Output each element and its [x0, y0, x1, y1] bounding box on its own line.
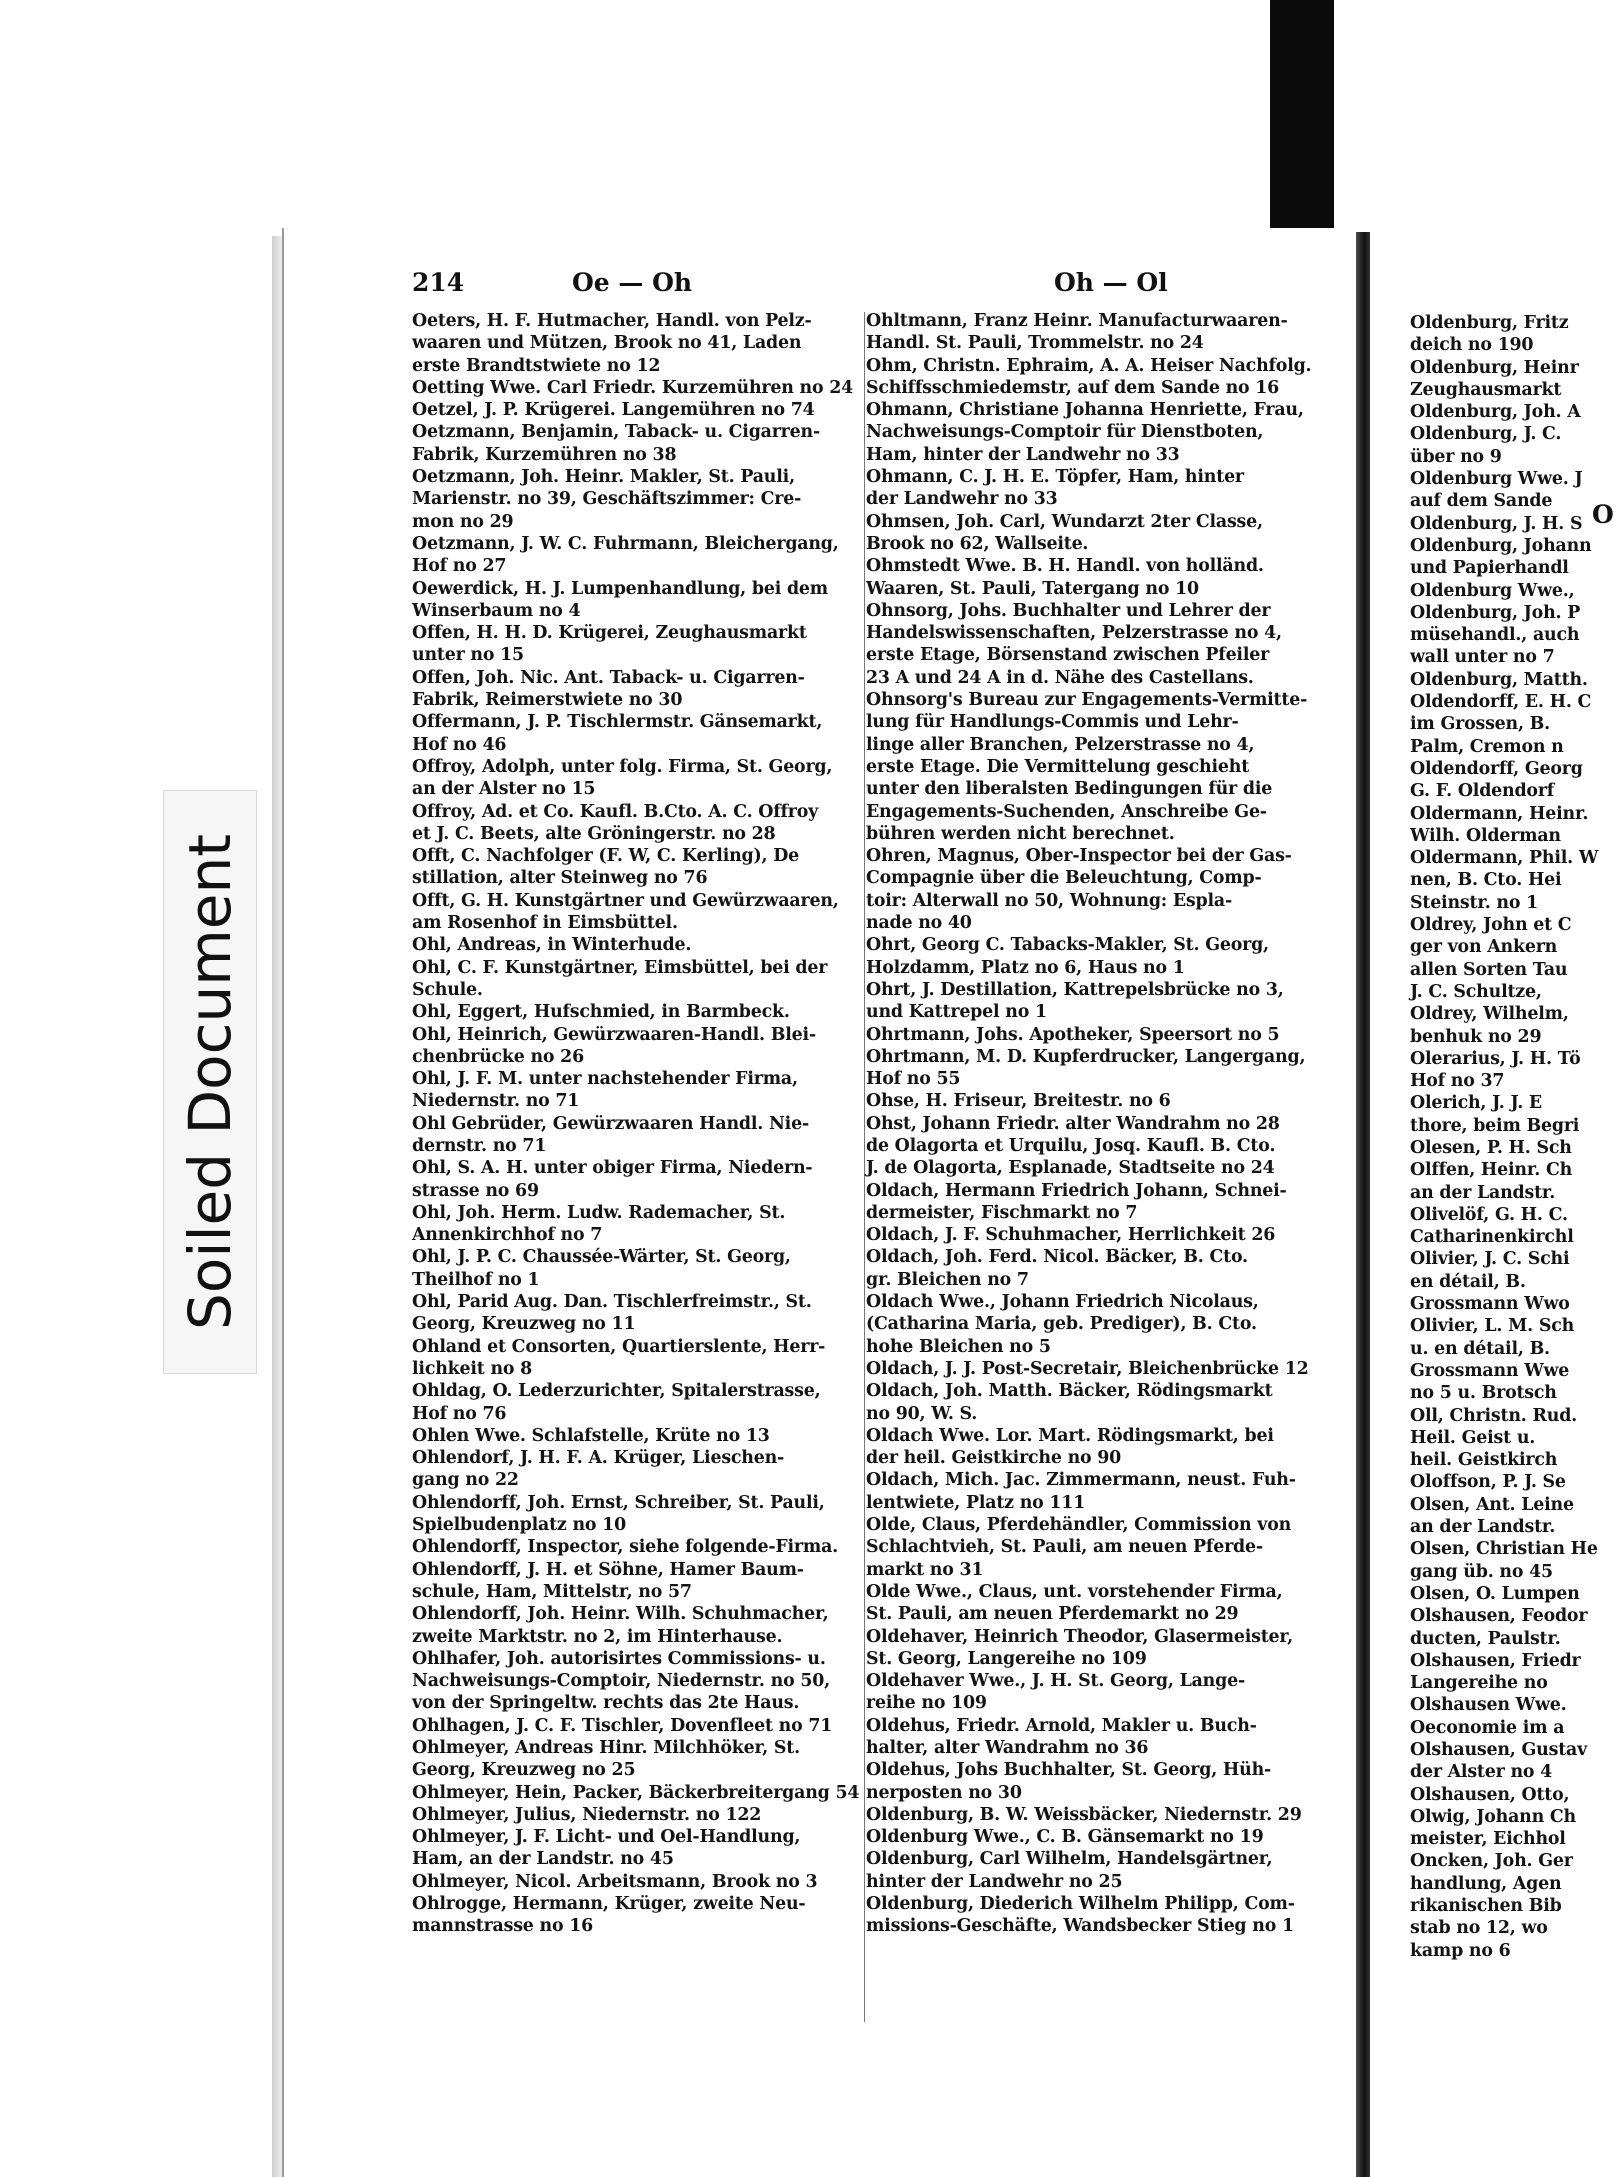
directory-line: kamp no 6	[1410, 1940, 1511, 1961]
directory-line: Handelswissenschaften, Pelzerstrasse no 4,	[866, 623, 1282, 644]
directory-line: müsehandl., auch	[1410, 625, 1580, 646]
directory-line: Oldach Wwe. Lor. Mart. Rödingsmarkt, bei	[866, 1425, 1274, 1446]
directory-line: an der Alster no 15	[412, 779, 596, 800]
directory-line: an der Landstr.	[1410, 1517, 1556, 1538]
directory-line: Fabrik, Reimerstwiete no 30	[412, 690, 683, 711]
soiled-document-label	[163, 790, 257, 1374]
directory-line: nerposten no 30	[866, 1782, 1022, 1803]
directory-line: J. C. Schultze,	[1410, 981, 1542, 1002]
directory-line: Ohnsorg's Bureau zur Engagements-Vermitte-	[866, 690, 1308, 711]
directory-line: Ohst, Johann Friedr. alter Wandrahm no 28	[866, 1113, 1280, 1134]
directory-line: 23 A und 24 A in d. Nähe des Castellans.	[866, 667, 1254, 688]
directory-line: gr. Bleichen no 7	[866, 1269, 1029, 1290]
directory-line: no 90, W. S.	[866, 1403, 978, 1424]
directory-line: Ohse, H. Friseur, Breitestr. no 6	[866, 1091, 1171, 1112]
directory-line: u. en détail, B.	[1410, 1338, 1550, 1359]
directory-line: Heil. Geist u.	[1410, 1427, 1536, 1448]
directory-line: im Grossen, B.	[1410, 714, 1551, 735]
directory-line: Oeters, H. F. Hutmacher, Handl. von Pelz-	[412, 311, 812, 331]
directory-line: Waaren, St. Pauli, Tatergang no 10	[866, 578, 1199, 599]
directory-line: Oldenburg Wwe.,	[1410, 580, 1575, 601]
directory-line: Ohl, J. P. C. Chaussée-Wärter, St. Georg,	[412, 1247, 791, 1268]
directory-line: Oetzel, J. P. Krügerei. Langemühren no 74	[412, 400, 815, 421]
directory-line: Nachweisungs-Comptoir, Niedernstr. no 50,	[412, 1671, 830, 1692]
directory-line: Oldenburg, J. C.	[1410, 424, 1562, 445]
directory-line: Ham, an der Landstr. no 45	[412, 1849, 674, 1870]
directory-line: nen, B. Cto. Hei	[1410, 870, 1562, 891]
directory-line: Oldenburg, B. W. Weissbäcker, Niedernstr. 29	[866, 1804, 1302, 1825]
directory-line: Ohl, J. F. M. unter nachstehender Firma,	[412, 1069, 798, 1090]
directory-line: halter, alter Wandrahm no 36	[866, 1738, 1149, 1758]
directory-line: erste Brandtstwiete no 12	[412, 355, 661, 376]
directory-line: reihe no 109	[866, 1693, 987, 1714]
directory-line: Oldehus, Johs Buchhalter, St. Georg, Hüh-	[866, 1760, 1272, 1781]
directory-line: unter den liberalsten Bedingungen für die	[866, 779, 1273, 800]
directory-line: Grossmann Wwe	[1410, 1360, 1570, 1381]
directory-line: allen Sorten Tau	[1410, 959, 1568, 980]
directory-line: Olsen, Christian He	[1410, 1539, 1598, 1560]
directory-line: Oldenburg, Heinr	[1410, 357, 1579, 378]
directory-line: Oldenburg, Fritz	[1410, 313, 1569, 333]
directory-line: strasse no 69	[412, 1180, 539, 1201]
directory-line: Ohlen Wwe. Schlafstelle, Krüte no 13	[412, 1425, 770, 1446]
directory-line: Ohlendorff, Joh. Ernst, Schreiber, St. Pauli,	[412, 1492, 825, 1513]
directory-line: Ohlrogge, Hermann, Krüger, zweite Neu-	[412, 1894, 806, 1915]
directory-line: Ohrtmann, M. D. Kupferdrucker, Langergang,	[866, 1046, 1306, 1067]
directory-line: Ohrtmann, Johs. Apotheker, Speersort no 5	[866, 1024, 1280, 1045]
directory-line: Oldenburg, Joh. A	[1410, 402, 1581, 423]
directory-line: Oldenburg, Joh. P	[1410, 602, 1581, 623]
directory-line: dermeister, Fischmarkt no 7	[866, 1202, 1138, 1223]
directory-line: meister, Eichhol	[1410, 1829, 1566, 1850]
directory-line: und Papierhandl	[1410, 558, 1569, 579]
next-page-header: O	[1592, 500, 1614, 529]
directory-line: Oldach, J. J. Post-Secretair, Bleichenbrücke 12	[866, 1358, 1309, 1379]
directory-line: Oloffson, P. J. Se	[1410, 1472, 1566, 1493]
directory-line: St. Georg, Langereihe no 109	[866, 1648, 1147, 1669]
directory-line: no 5 u. Brotsch	[1410, 1383, 1557, 1404]
directory-line: Ohlmeyer, Hein, Packer, Bäckerbreitergang 54	[412, 1782, 860, 1803]
directory-line: gang üb. no 45	[1410, 1561, 1553, 1582]
directory-line: G. F. Oldendorf	[1410, 781, 1555, 802]
right-text-column-clipped	[1410, 312, 1600, 1962]
directory-line: Ohl, Heinrich, Gewürzwaaren-Handl. Blei-	[412, 1024, 816, 1045]
directory-line: Offermann, J. P. Tischlermstr. Gänsemarkt,	[412, 712, 823, 733]
directory-line: Langereihe no	[1410, 1673, 1548, 1694]
directory-line: Ohmann, C. J. H. E. Töpfer, Ham, hinter	[866, 467, 1244, 488]
directory-line: Oldenburg Wwe. J	[1410, 469, 1583, 490]
directory-line: Ohl, S. A. H. unter obiger Firma, Niedern-	[412, 1158, 813, 1179]
directory-line: Oldenburg, J. H. S	[1410, 513, 1583, 534]
directory-line: Olwig, Johann Ch	[1410, 1806, 1576, 1827]
directory-line: mon no 29	[412, 511, 514, 532]
directory-line: Ohrt, Georg C. Tabacks-Makler, St. Georg,	[866, 935, 1269, 956]
directory-line: Oldendorff, E. H. C	[1410, 692, 1592, 713]
directory-line: Oldenburg, Matth.	[1410, 669, 1588, 690]
directory-line: Steinstr. no 1	[1410, 892, 1539, 913]
directory-line: Olivier, L. M. Sch	[1410, 1316, 1575, 1337]
directory-line: St. Pauli, am neuen Pferdemarkt no 29	[866, 1604, 1239, 1625]
directory-line: Schlachtvieh, St. Pauli, am neuen Pferde-	[866, 1537, 1263, 1558]
directory-line: Compagnie über die Beleuchtung, Comp-	[866, 868, 1262, 889]
left-running-header: Oe — Oh	[572, 268, 693, 297]
directory-line: Nachweisungs-Comptoir für Dienstboten,	[866, 422, 1264, 443]
directory-line: Georg, Kreuzweg no 11	[412, 1314, 636, 1335]
directory-line: Holzdamm, Platz no 6, Haus no 1	[866, 957, 1185, 978]
directory-line: Ohlendorff, Inspector, siehe folgende-Firma.	[412, 1537, 838, 1558]
directory-line: nade no 40	[866, 913, 972, 934]
directory-line: Ohlhafer, Joh. autorisirtes Commissions- u.	[412, 1648, 826, 1669]
directory-line: Olivelöf, G. H. C.	[1410, 1204, 1568, 1225]
directory-line: Ohland et Consorten, Quartierslente, Herr-	[412, 1336, 826, 1357]
directory-line: Olde, Claus, Pferdehändler, Commission von	[866, 1515, 1292, 1536]
directory-line: der Landwehr no 33	[866, 489, 1058, 510]
directory-line: erste Etage, Börsenstand zwischen Pfeiler	[866, 645, 1270, 666]
directory-line: Oldehaver, Heinrich Theodor, Glasermeister,	[866, 1626, 1293, 1647]
directory-line: Ohren, Magnus, Ober-Inspector bei der Gas-	[866, 846, 1292, 867]
directory-line: Marienstr. no 39, Geschäftszimmer: Cre-	[412, 489, 802, 510]
directory-line: gang no 22	[412, 1470, 519, 1491]
directory-line: benhuk no 29	[1410, 1026, 1542, 1047]
directory-line: Oldach Wwe., Johann Friedrich Nicolaus,	[866, 1292, 1259, 1313]
directory-line: Zeughausmarkt	[1410, 379, 1562, 400]
directory-line: Hof no 76	[412, 1403, 507, 1424]
directory-line: stillation, alter Steinweg no 76	[412, 868, 708, 889]
directory-line: ducten, Paulstr.	[1410, 1628, 1561, 1649]
directory-line: Oeconomie im a	[1410, 1717, 1565, 1738]
directory-line: lung für Handlungs-Commis und Lehr-	[866, 712, 1239, 733]
directory-line: chenbrücke no 26	[412, 1046, 584, 1067]
soiled-document-text: Soiled Document	[176, 834, 245, 1330]
directory-line: Olesen, P. H. Sch	[1410, 1137, 1572, 1158]
directory-line: Hof no 27	[412, 556, 507, 577]
directory-line: Ohmstedt Wwe. B. H. Handl. von holländ.	[866, 556, 1264, 577]
directory-line: Olsen, Ant. Leine	[1410, 1494, 1574, 1515]
directory-line: Ohl, Eggert, Hufschmied, in Barmbeck.	[412, 1002, 790, 1023]
directory-line: Ohlmeyer, J. F. Licht- und Oel-Handlung,	[412, 1827, 801, 1848]
directory-line: Oewerdick, H. J. Lumpenhandlung, bei dem	[412, 578, 828, 599]
directory-line: lichkeit no 8	[412, 1358, 533, 1379]
directory-line: Engagements-Suchenden, Anschreibe Ge-	[866, 801, 1267, 822]
directory-line: Oldehus, Friedr. Arnold, Makler u. Buch-	[866, 1715, 1257, 1736]
directory-line: Olshausen, Gustav	[1410, 1740, 1588, 1760]
directory-line: Schule.	[412, 979, 483, 1000]
directory-line: mannstrasse no 16	[412, 1916, 594, 1937]
directory-line: Oldach, J. F. Schuhmacher, Herrlichkeit 26	[866, 1225, 1276, 1246]
left-text-column	[412, 310, 867, 1938]
directory-line: Ohldag, O. Lederzurichter, Spitalerstrasse,	[412, 1381, 821, 1402]
book-gutter	[1356, 232, 1370, 2177]
directory-line: Oetting Wwe. Carl Friedr. Kurzemühren no 24	[412, 377, 854, 398]
directory-line: Ohl, C. F. Kunstgärtner, Eimsbüttel, bei der	[412, 957, 828, 978]
directory-line: Ohlendorf, J. H. F. A. Krüger, Lieschen-	[412, 1448, 785, 1469]
directory-line: am Rosenhof in Eimsbüttel.	[412, 913, 678, 934]
directory-line: Oncken, Joh. Ger	[1410, 1851, 1573, 1872]
directory-line: Catharinenkirchl	[1410, 1227, 1574, 1248]
directory-line: Ham, hinter der Landwehr no 33	[866, 444, 1180, 465]
directory-line: auf dem Sande	[1410, 491, 1553, 512]
directory-line: an der Landstr.	[1410, 1182, 1556, 1203]
directory-line: Olshausen, Friedr	[1410, 1650, 1581, 1671]
directory-line: Oetzmann, Benjamin, Taback- u. Cigarren-	[412, 422, 820, 443]
directory-line: en détail, B.	[1410, 1271, 1526, 1292]
directory-line: und Kattrepel no 1	[866, 1002, 1047, 1023]
directory-line: Ohm, Christn. Ephraim, A. A. Heiser Nachfolg.	[866, 355, 1312, 376]
directory-line: der heil. Geistkirche no 90	[866, 1448, 1122, 1469]
directory-line: Oetzmann, J. W. C. Fuhrmann, Bleichergang,	[412, 533, 839, 554]
directory-line: Olde Wwe., Claus, unt. vorstehender Firma,	[866, 1581, 1283, 1602]
directory-line: Olshausen, Otto,	[1410, 1784, 1570, 1805]
directory-line: rikanischen Bib	[1410, 1896, 1562, 1917]
directory-line: thore, beim Begri	[1410, 1115, 1580, 1136]
directory-line: Offroy, Adolph, unter folg. Firma, St. Georg,	[412, 756, 833, 777]
directory-line: Oldenburg, Diederich Wilhelm Philipp, Com-	[866, 1894, 1295, 1915]
directory-line: Hof no 46	[412, 734, 507, 755]
directory-line: markt no 31	[866, 1559, 984, 1580]
directory-line: Olshausen, Feodor	[1410, 1606, 1588, 1627]
right-running-header: Oh — Ol	[1054, 268, 1168, 297]
directory-line: waaren und Mützen, Brook no 41, Laden	[412, 333, 802, 354]
directory-line: wall unter no 7	[1410, 647, 1555, 668]
middle-text-column	[866, 310, 1321, 1938]
directory-line: linge aller Branchen, Pelzerstrasse no 4,	[866, 734, 1255, 755]
directory-line: Ohlmeyer, Julius, Niedernstr. no 122	[412, 1804, 762, 1825]
directory-line: Fabrik, Kurzemühren no 38	[412, 444, 677, 465]
directory-line: Oldenburg, Johann	[1410, 535, 1592, 556]
directory-line: Ohlmeyer, Nicol. Arbeitsmann, Brook no 3	[412, 1871, 818, 1892]
directory-line: heil. Geistkirch	[1410, 1450, 1558, 1471]
directory-line: Oldach, Joh. Ferd. Nicol. Bäcker, B. Cto.	[866, 1247, 1248, 1268]
directory-line: dernstr. no 71	[412, 1135, 547, 1156]
directory-line: der Alster no 4	[1410, 1762, 1553, 1783]
directory-line: bühren werden nicht berechnet.	[866, 823, 1175, 844]
column-divider	[864, 312, 865, 2022]
directory-line: Niedernstr. no 71	[412, 1091, 580, 1112]
directory-line: et J. C. Beets, alte Gröningerstr. no 28	[412, 823, 776, 844]
directory-line: Wilh. Olderman	[1410, 825, 1561, 846]
directory-line: Ohl, Parid Aug. Dan. Tischlerfreimstr., St.	[412, 1292, 812, 1313]
directory-line: stab no 12, wo	[1410, 1918, 1548, 1939]
directory-line: Ohmsen, Joh. Carl, Wundarzt 2ter Classe,	[866, 511, 1263, 532]
directory-line: Annenkirchhof no 7	[412, 1225, 603, 1246]
directory-line: Oetzmann, Joh. Heinr. Makler, St. Pauli,	[412, 467, 795, 488]
directory-line: Oldach, Hermann Friedrich Johann, Schnei-	[866, 1180, 1287, 1201]
directory-line: Ohlendorff, Joh. Heinr. Wilh. Schuhmacher,	[412, 1604, 829, 1625]
directory-line: Offen, Joh. Nic. Ant. Taback- u. Cigarren-	[412, 667, 805, 688]
directory-line: Handl. St. Pauli, Trommelstr. no 24	[866, 333, 1204, 354]
directory-line: zweite Marktstr. no 2, im Hinterhause.	[412, 1626, 783, 1647]
directory-line: Offt, C. Nachfolger (F. W, C. Kerling), De	[412, 846, 799, 867]
directory-line: Ohlhagen, J. C. F. Tischler, Dovenfleet no 71	[412, 1715, 833, 1736]
directory-line: de Olagorta et Urquilu, Josq. Kaufl. B. Cto.	[866, 1135, 1276, 1156]
directory-line: Georg, Kreuzweg no 25	[412, 1760, 636, 1781]
directory-line: Olshausen Wwe.	[1410, 1695, 1567, 1716]
directory-line: Hof no 37	[1410, 1071, 1505, 1092]
directory-line: Ohltmann, Franz Heinr. Manufacturwaaren-	[866, 311, 1288, 331]
directory-line: Ohlmeyer, Andreas Hinr. Milchhöker, St.	[412, 1738, 800, 1758]
directory-line: handlung, Agen	[1410, 1873, 1562, 1894]
directory-line: Spielbudenplatz no 10	[412, 1515, 626, 1536]
directory-line: Oldenburg, Carl Wilhelm, Handelsgärtner,	[866, 1849, 1273, 1870]
directory-line: Hof no 55	[866, 1069, 961, 1090]
directory-line: Oldehaver Wwe., J. H. St. Georg, Lange-	[866, 1671, 1245, 1692]
directory-line: Olerich, J. J. E	[1410, 1093, 1542, 1114]
directory-line: erste Etage. Die Vermittelung geschieht	[866, 756, 1250, 777]
directory-line: (Catharina Maria, geb. Prediger), B. Cto.	[866, 1314, 1257, 1335]
directory-line: Olsen, O. Lumpen	[1410, 1583, 1580, 1604]
directory-line: Schiffsschmiedemstr, auf dem Sande no 16	[866, 377, 1280, 398]
directory-line: Olffen, Heinr. Ch	[1410, 1160, 1573, 1181]
directory-line: Olivier, J. C. Schi	[1410, 1249, 1570, 1270]
directory-line: Oldrey, John et C	[1410, 915, 1572, 936]
directory-line: schule, Ham, Mittelstr, no 57	[412, 1581, 692, 1602]
directory-line: Olerarius, J. H. Tö	[1410, 1048, 1581, 1069]
page-number: 214	[412, 268, 465, 297]
directory-line: Oll, Christn. Rud.	[1410, 1405, 1578, 1426]
directory-line: Ohl, Joh. Herm. Ludw. Rademacher, St.	[412, 1202, 786, 1223]
directory-line: unter no 15	[412, 645, 524, 666]
black-tab-strip	[1270, 0, 1334, 230]
directory-line: Oldach, Mich. Jac. Zimmermann, neust. Fuh-	[866, 1470, 1296, 1491]
directory-line: Ohl Gebrüder, Gewürzwaaren Handl. Nie-	[412, 1113, 809, 1134]
directory-line: Ohmann, Christiane Johanna Henriette, Frau,	[866, 400, 1304, 421]
directory-line: Palm, Cremon n	[1410, 736, 1564, 757]
directory-line: Ohnsorg, Johs. Buchhalter und Lehrer der	[866, 600, 1271, 621]
directory-line: deich no 190	[1410, 335, 1534, 356]
directory-line: von der Springeltw. rechts das 2te Haus.	[412, 1693, 800, 1714]
directory-line: Theilhof no 1	[412, 1269, 540, 1290]
directory-line: Offroy, Ad. et Co. Kaufl. B.Cto. A. C. Offroy	[412, 801, 819, 822]
directory-line: Oldermann, Phil. W	[1410, 848, 1599, 869]
directory-line: Oldach, Joh. Matth. Bäcker, Rödingsmarkt	[866, 1381, 1273, 1402]
directory-line: ger von Ankern	[1410, 937, 1558, 958]
directory-line: Oldendorff, Georg	[1410, 758, 1583, 779]
directory-line: Brook no 62, Wallseite.	[866, 533, 1089, 554]
directory-line: hinter der Landwehr no 25	[866, 1871, 1123, 1892]
directory-line: missions-Geschäfte, Wandsbecker Stieg no 1	[866, 1916, 1294, 1937]
directory-line: Offen, H. H. D. Krügerei, Zeughausmarkt	[412, 623, 807, 644]
directory-line: lentwiete, Platz no 111	[866, 1492, 1086, 1513]
directory-line: Ohl, Andreas, in Winterhude.	[412, 935, 692, 956]
directory-line: Grossmann Wwo	[1410, 1294, 1570, 1315]
directory-line: Oldrey, Wilhelm,	[1410, 1004, 1569, 1025]
directory-line: Ohrt, J. Destillation, Kattrepelsbrücke no 3,	[866, 979, 1284, 1000]
directory-line: J. de Olagorta, Esplanade, Stadtseite no 24	[866, 1158, 1275, 1179]
directory-line: Ohlendorff, J. H. et Söhne, Hamer Baum-	[412, 1559, 804, 1580]
directory-line: Winserbaum no 4	[412, 600, 581, 621]
directory-line: toir: Alterwall no 50, Wohnung: Espla-	[866, 890, 1232, 911]
directory-line: Offt, G. H. Kunstgärtner und Gewürzwaaren,	[412, 890, 839, 911]
directory-line: über no 9	[1410, 446, 1502, 467]
directory-line: Oldenburg Wwe., C. B. Gänsemarkt no 19	[866, 1827, 1264, 1848]
directory-line: Oldermann, Heinr.	[1410, 803, 1589, 824]
directory-line: hohe Bleichen no 5	[866, 1336, 1051, 1357]
